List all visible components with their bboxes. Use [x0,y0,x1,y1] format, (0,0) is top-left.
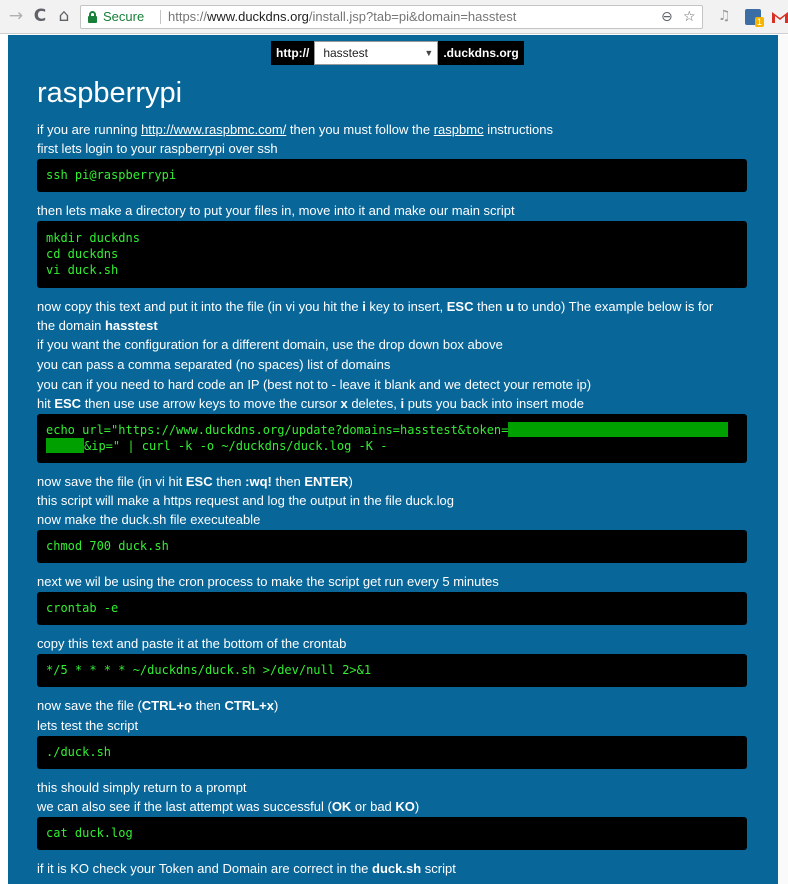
text-line-ok-ko: we can also see if the last attempt was successful (OK or bad KO) [37,799,420,814]
url-host: www.duckdns.org [207,9,309,24]
raspbmc-url-link[interactable]: http://www.raspbmc.com/ [141,122,287,137]
bookmark-star-icon[interactable]: ☆ [683,9,696,25]
code-block-test[interactable]: ./duck.sh [37,736,747,769]
code-block-cron-line[interactable]: */5 * * * * ~/duckdns/duck.sh >/dev/null 2>&1 [37,654,747,687]
code-block-crontab[interactable]: crontab -e [37,592,747,625]
code-block-chmod[interactable]: chmod 700 duck.sh [37,530,747,563]
text-line-domain: the domain hasstest [37,318,158,333]
domain-dropdown-value: hasstest [323,46,369,60]
page-content [8,35,778,884]
raspbmc-instructions-link[interactable]: raspbmc [433,122,484,137]
address-bar[interactable] [80,5,703,29]
code-block-cat[interactable]: cat duck.log [37,817,747,850]
text-line-raspbmc: if you are running http://www.raspbmc.com/ then you must follow the raspbmc instructions [37,122,553,137]
zoom-icon[interactable]: ⊖ [661,9,673,25]
url-scheme: https:// [168,9,208,24]
gmail-icon[interactable] [772,9,788,25]
text-line-paste: copy this text and paste it at the bottom of the crontab [37,636,347,651]
code-block-mkdir[interactable]: mkdir duckdns cd duckdns vi duck.sh [37,221,747,288]
text-line-prompt: this should simply return to a prompt [37,780,247,795]
back-arrow-icon[interactable]: → [8,6,24,26]
dropdown-arrow-icon: ▼ [424,48,434,58]
text-line-ip: you can if you need to hard code an IP (best not to - leave it blank and we detect your remote ip) [37,377,592,392]
url-text[interactable] [168,6,516,28]
page-title: raspberrypi [37,77,183,109]
token-redaction [508,422,728,437]
text-line-ctrl: now save the file (CTRL+o then CTRL+x) [37,698,279,713]
home-icon[interactable]: ⌂ [58,6,70,26]
text-line-login: first lets login to your raspberrypi over ssh [37,141,278,156]
text-line-esc: hit ESC then use use arrow keys to move the cursor x deletes, i puts you back into insert mode [37,396,585,411]
text-line-mkdir: then lets make a directory to put your files in, move into it and make our main script [37,203,515,218]
reload-icon[interactable]: C [33,6,47,26]
lock-icon [88,11,97,23]
text-line-executeable: now make the duck.sh file executeable [37,512,261,527]
text-line-copy: now copy this text and put it into the file (in vi you hit the i key to insert, ESC then u to undo) The example below is for [37,299,714,314]
secure-label: Secure [103,9,145,24]
text-line-ko-check: if it is KO check your Token and Domain are correct in the duck.sh script [37,861,456,876]
url-path: /install.jsp?tab=pi&domain=hasstest [308,9,517,24]
extension-badge: 1 [756,17,762,27]
domain-prefix: http:// [271,41,314,65]
code-block-ssh[interactable]: ssh pi@raspberrypi [37,159,747,192]
extension-grid-icon[interactable] [745,9,761,25]
domain-selector-bar [271,41,524,65]
text-line-comma: you can pass a comma separated (no spaces) list of domains [37,357,391,372]
address-separator [160,10,161,24]
text-line-test: lets test the script [37,718,139,733]
text-line-save: now save the file (in vi hit ESC then :wq! then ENTER) [37,474,353,489]
text-line-config: if you want the configuration for a different domain, use the drop down box above [37,337,503,352]
token-redaction-cont [46,438,84,453]
text-line-cron: next we wil be using the cron process to make the script get run every 5 minutes [37,574,499,589]
code-block-echo[interactable]: echo url="https://www.duckdns.org/update?domains=hasstest&token= &ip=" | curl -k -o ~/duckdns/duck.log -K - [37,414,747,463]
browser-toolbar [0,0,788,34]
domain-dropdown[interactable] [314,41,438,65]
text-line-https: this script will make a https request and log the output in the file duck.log [37,493,454,508]
scrollbar-track[interactable] [778,35,788,884]
extension-bell-icon[interactable]: ♫ [718,8,731,24]
domain-suffix: .duckdns.org [438,41,523,65]
